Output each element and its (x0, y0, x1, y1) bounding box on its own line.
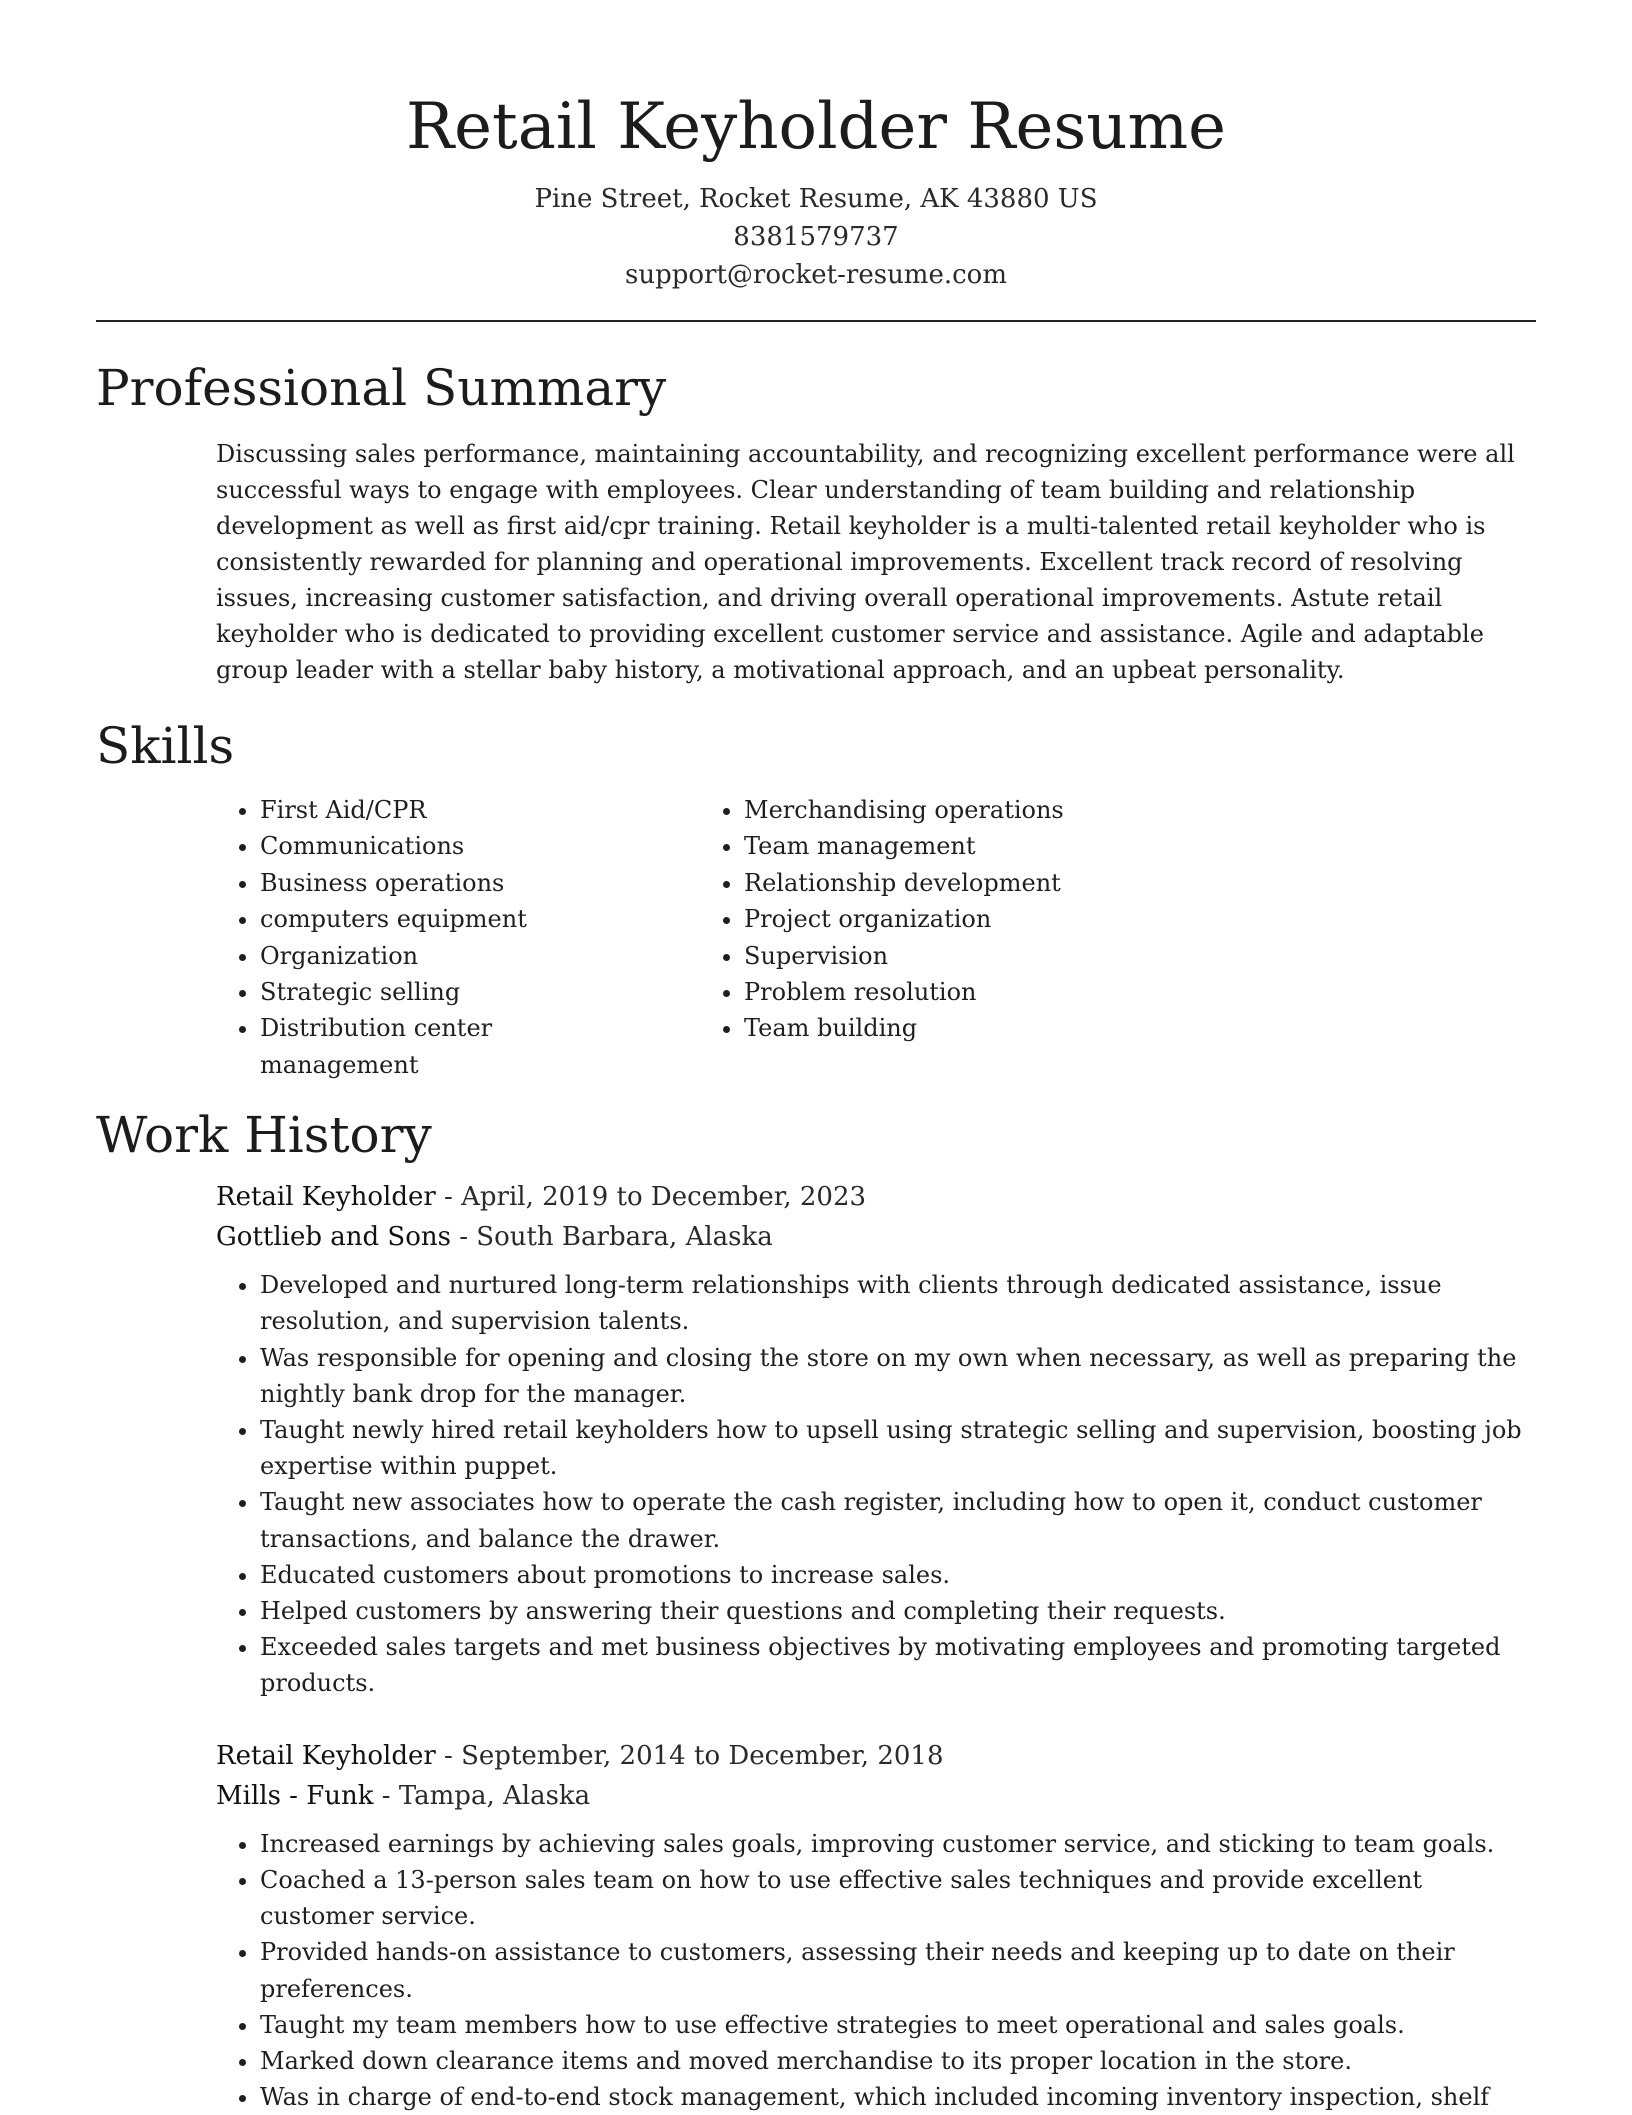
skill-item: • Strategic selling (260, 974, 580, 1010)
job-duties (216, 1267, 1536, 1701)
summary-heading: Professional Summary (96, 359, 667, 417)
job-duty: • Increased earnings by achieving sales goals, improving customer service, and sticking to team goals. (260, 1826, 1536, 1862)
job-title-line (216, 1736, 1536, 1776)
skill-item: • Team management (744, 828, 1230, 864)
resume-title: Retail Keyholder Resume (405, 90, 1227, 164)
skills-list (96, 792, 1536, 1083)
skill-item: • Distribution center management (260, 1010, 580, 1083)
skills-heading: Skills (96, 717, 235, 775)
job-company: Mills - Funk (216, 1780, 374, 1811)
job-duty: • Taught my team members how to use effective strategies to meet operational and sales goals. (260, 2007, 1536, 2043)
job-duty: • Developed and nurtured long-term relationships with clients through dedicated assistance, issue resolution, and supervision talents. (260, 1267, 1536, 1339)
contact-email: support@rocket-resume.com (624, 260, 1007, 290)
contact-info (96, 180, 1536, 294)
skill-item: • Supervision (744, 938, 1230, 974)
job-title: Retail Keyholder (216, 1740, 436, 1771)
job-duty: • Marked down clearance items and moved merchandise to its proper location in the store. (260, 2043, 1536, 2079)
resume-header (96, 0, 1536, 294)
job-duties (216, 1826, 1536, 2115)
job-dates: - September, 2014 to December, 2018 (435, 1740, 944, 1771)
job-company-line (216, 1217, 1536, 1257)
skill-item: • First Aid/CPR (260, 792, 580, 828)
contact-phone: 8381579737 (733, 222, 899, 252)
skills-column-2 (580, 792, 1230, 1083)
skill-item: • Problem resolution (744, 974, 1230, 1010)
contact-address: Pine Street, Rocket Resume, AK 43880 US (534, 184, 1098, 214)
skill-item: • Merchandising operations (744, 792, 1230, 828)
job-duty: • Taught new associates how to operate the cash register, including how to open it, conduct customer transactions, and balance the drawer. (260, 1484, 1536, 1556)
work-history-heading: Work History (96, 1106, 432, 1165)
job-duty: • Was in charge of end-to-end stock management, which included incoming inventory inspection, shelf (260, 2079, 1536, 2115)
skill-item: • Communications (260, 828, 580, 864)
summary-text: Discussing sales performance, maintaining accountability, and recognizing excellent performance were all successful ways to engage with employees. Clear understanding of team building and relationship development as well as first aid/cpr training. Retail keyholder is a multi-talented retail keyholder who is consistently rewarded for planning and operational improvements. Excellent track record of resolving issues, increasing customer satisfaction, and driving overall operational improvements. Astute retail keyholder who is dedicated to providing excellent customer service and assistance. Agile and adaptable group leader with a stellar baby history, a motivational approach, and an upbeat personality. (216, 440, 1515, 684)
job-duty: • Provided hands-on assistance to customers, assessing their needs and keeping up to date on their preferences. (260, 1934, 1536, 2006)
skill-item: • Project organization (744, 901, 1230, 937)
job-entry (216, 1177, 1536, 1701)
header-divider (96, 320, 1536, 322)
job-duty: • Helped customers by answering their questions and completing their requests. (260, 1593, 1536, 1629)
job-title: Retail Keyholder (216, 1182, 436, 1213)
skill-item: • Relationship development (744, 865, 1230, 901)
job-location: - South Barbara, Alaska (450, 1222, 773, 1253)
job-company: Gottlieb and Sons (216, 1222, 451, 1253)
skills-column-1 (96, 792, 580, 1083)
job-title-line (216, 1177, 1536, 1217)
job-duty: • Was responsible for opening and closing the store on my own when necessary, as well as preparing the nightly bank drop for the manager. (260, 1340, 1536, 1412)
job-duty: • Coached a 13-person sales team on how to use effective sales techniques and provide excellent customer service. (260, 1862, 1536, 1934)
skill-item: • Business operations (260, 865, 580, 901)
job-dates: - April, 2019 to December, 2023 (435, 1182, 867, 1213)
skill-item: • Team building (744, 1010, 1230, 1046)
skill-item: • computers equipment (260, 901, 580, 937)
skill-item: • Organization (260, 938, 580, 974)
job-entry (216, 1736, 1536, 2115)
job-duty: • Taught newly hired retail keyholders how to upsell using strategic selling and supervision, boosting job expertise within puppet. (260, 1412, 1536, 1484)
job-location: - Tampa, Alaska (373, 1780, 591, 1811)
job-duty: • Educated customers about promotions to increase sales. (260, 1557, 1536, 1593)
job-duty: • Exceeded sales targets and met business objectives by motivating employees and promoting targeted products. (260, 1629, 1536, 1701)
resume-page (96, 0, 1536, 2115)
job-company-line (216, 1776, 1536, 1816)
